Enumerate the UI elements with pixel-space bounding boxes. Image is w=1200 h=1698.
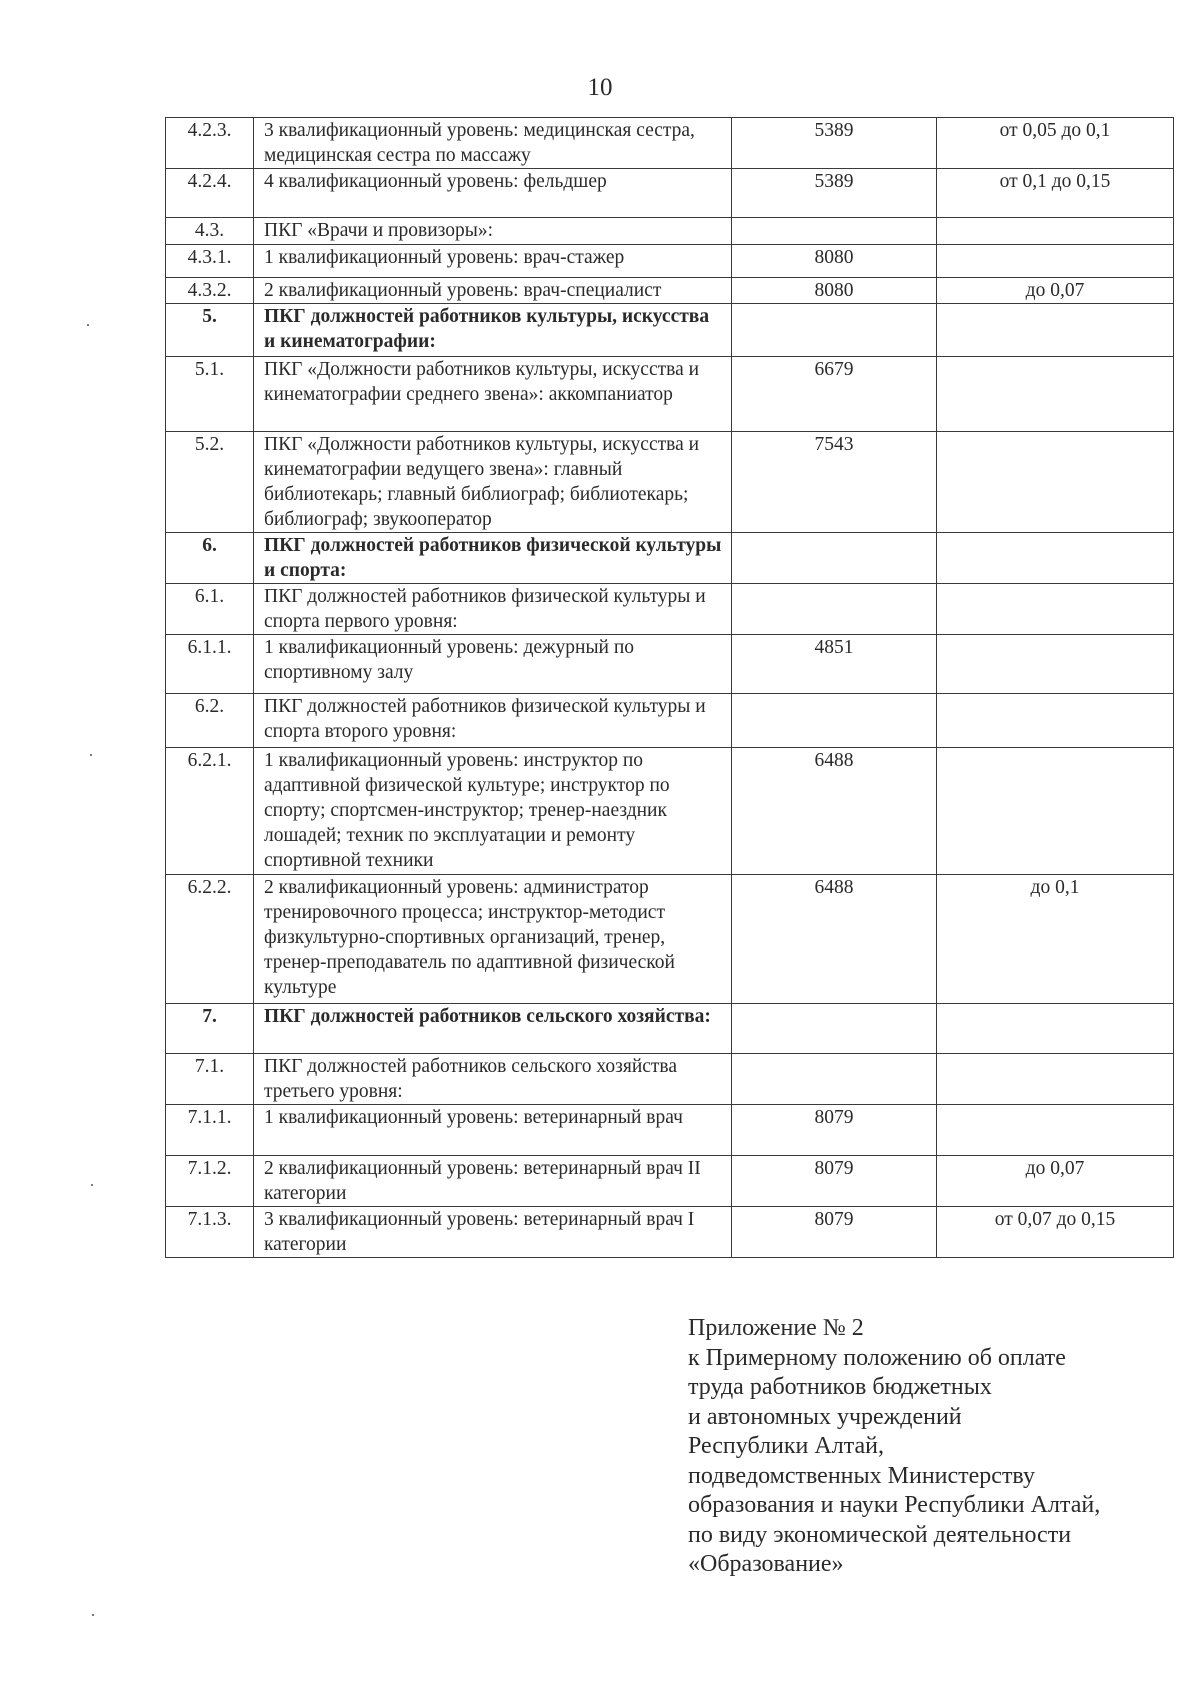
table-cell-base-salary [732,694,937,748]
coefficient-text: от 0,07 до 0,15 [994,1209,1116,1230]
table-cell-position-name [254,432,732,533]
table-cell-coefficient [937,584,1174,635]
position-name-text: ПКГ «Должности работников культуры, искусства и кинематографии среднего звена»: аккомпаниатор [264,359,700,405]
table-cell-base-salary [732,584,937,635]
table-cell-row-number [166,118,254,169]
table-cell-coefficient [937,169,1174,218]
row-number-text: 4.2.3. [187,120,232,141]
row-number-text: 6.2. [194,696,225,717]
table-cell-coefficient [937,875,1174,1004]
row-number-text: 7.1.2. [187,1158,232,1179]
row-number-text: 4.3.1. [187,247,232,268]
table-cell-row-number [166,694,254,748]
appendix-note [688,1314,1168,1580]
appendix-line: Республики Алтай, [688,1433,884,1459]
table-cell-row-number [166,584,254,635]
table-row [166,357,1174,432]
position-name-text: 2 квалификационный уровень: врач-специалист [264,280,662,301]
table-cell-row-number [166,432,254,533]
row-number-text: 7.1.3. [187,1209,232,1230]
table-cell-position-name [254,245,732,278]
row-number-text: 5.2. [194,434,225,455]
table-cell-base-salary [732,875,937,1004]
scan-speck [90,754,92,756]
row-number-text: 6. [202,535,217,556]
appendix-line: образования и науки Республики Алтай, [688,1492,1101,1518]
table-row [166,218,1174,245]
position-name-text: 2 квалификационный уровень: администратор тренировочного процесса; инструктор-методист физкультурно-спортивных организаций, тренер, тренер-преподаватель по адаптивной физической культуре [264,877,675,998]
appendix-line: и автономных учреждений [688,1403,962,1430]
table-cell-coefficient [937,432,1174,533]
base-salary-text: 8079 [814,1209,854,1230]
table-cell-coefficient [937,245,1174,278]
scan-speck [92,1614,94,1616]
table-cell-position-name [254,1054,732,1105]
table-cell-position-name [254,1207,732,1258]
table-cell-coefficient [937,218,1174,245]
base-salary-text: 8080 [814,247,854,268]
table-cell-base-salary [732,635,937,694]
coefficient-text: от 0,1 до 0,15 [999,171,1111,192]
appendix-line: Приложение № 2 [688,1315,864,1341]
row-number-text: 6.2.1. [187,750,232,771]
table-cell-base-salary [732,1054,937,1105]
table-cell-coefficient [937,1156,1174,1207]
position-name-text: 1 квалификационный уровень: ветеринарный врач [264,1107,683,1128]
coefficient-text: до 0,1 [1030,877,1080,898]
salary-table [165,117,1174,1258]
table-cell-position-name [254,118,732,169]
table-cell-base-salary [732,533,937,584]
table-cell-position-name [254,1156,732,1207]
row-number-text: 4.3. [194,220,225,241]
table-row [166,584,1174,635]
table-cell-row-number [166,635,254,694]
appendix-line: подведомственных Министерству [688,1462,1035,1489]
base-salary-text: 5389 [814,120,854,141]
position-name-text: ПКГ должностей работников физической культуры и спорта второго уровня: [264,696,706,742]
table-cell-coefficient [937,694,1174,748]
position-name-text: 1 квалификационный уровень: инструктор по адаптивной физической культуре; инструктор по спорту; спортсмен-инструктор; тренер-наездник лошадей; техник по эксплуатации и ремонту спортивной техники [264,750,670,871]
table-row [166,432,1174,533]
table-cell-row-number [166,1054,254,1105]
table-row [166,875,1174,1004]
base-salary-text: 6488 [814,877,854,898]
table-row [166,278,1174,304]
position-name-text: ПКГ «Врачи и провизоры»: [264,220,493,241]
table-cell-row-number [166,218,254,245]
table-cell-row-number [166,1156,254,1207]
table-cell-position-name [254,635,732,694]
table-row [166,748,1174,875]
table-cell-row-number [166,278,254,304]
table-cell-position-name [254,357,732,432]
table-cell-position-name [254,533,732,584]
table-cell-base-salary [732,118,937,169]
table-cell-coefficient [937,748,1174,875]
appendix-line: по виду экономической деятельности [688,1521,1072,1548]
scan-speck [91,1184,93,1186]
appendix-line: к Примерному положению об оплате [688,1344,1066,1371]
table-cell-base-salary [732,304,937,357]
scan-speck [87,324,89,326]
table-cell-row-number [166,357,254,432]
table-cell-base-salary [732,169,937,218]
table-row [166,118,1174,169]
table-cell-base-salary [732,1004,937,1054]
position-name-text: ПКГ должностей работников физической культуры и спорта: [264,535,722,581]
table-cell-row-number [166,169,254,218]
table-cell-coefficient [937,278,1174,304]
table-cell-base-salary [732,432,937,533]
coefficient-text: от 0,05 до 0,1 [999,120,1111,141]
table-cell-position-name [254,1004,732,1054]
table-cell-row-number [166,1004,254,1054]
position-name-text: ПКГ должностей работников сельского хозяйства: [264,1006,711,1027]
coefficient-text: до 0,07 [1025,280,1085,301]
position-name-text: ПКГ «Должности работников культуры, искусства и кинематографии ведущего звена»: главный библиотекарь; главный библиограф; библиотекарь; библиограф; звукооператор [264,434,700,530]
position-name-text: 1 квалификационный уровень: дежурный по спортивному залу [264,637,635,683]
position-name-text: 3 квалификационный уровень: ветеринарный врач I категории [264,1209,695,1255]
table-cell-position-name [254,694,732,748]
row-number-text: 7.1.1. [187,1107,232,1128]
table-cell-position-name [254,304,732,357]
table-cell-position-name [254,169,732,218]
table-row [166,169,1174,218]
table-row [166,1004,1174,1054]
table-cell-coefficient [937,1207,1174,1258]
row-number-text: 6.2.2. [187,877,232,898]
position-name-text: 3 квалификационный уровень: медицинская сестра, медицинская сестра по массажу [264,120,695,166]
table-row [166,1105,1174,1156]
table-cell-base-salary [732,1105,937,1156]
row-number-text: 7.1. [194,1056,225,1077]
salary-table-body [166,118,1174,1258]
base-salary-text: 6679 [814,359,854,380]
table-cell-row-number [166,1207,254,1258]
base-salary-text: 5389 [814,171,854,192]
table-row [166,245,1174,278]
base-salary-text: 7543 [814,434,854,455]
row-number-text: 7. [202,1006,217,1027]
table-row [166,1156,1174,1207]
table-cell-position-name [254,218,732,245]
table-row [166,533,1174,584]
row-number-text: 5. [202,306,217,327]
page-number: 10 [587,74,613,101]
position-name-text: 2 квалификационный уровень: ветеринарный врач II категории [264,1158,701,1204]
table-row [166,635,1174,694]
table-row [166,1207,1174,1258]
table-cell-row-number [166,533,254,584]
table-cell-coefficient [937,533,1174,584]
table-cell-base-salary [732,357,937,432]
appendix-line: «Образование» [688,1551,844,1577]
table-cell-base-salary [732,245,937,278]
table-cell-row-number [166,875,254,1004]
table-cell-row-number [166,304,254,357]
base-salary-text: 8079 [814,1107,854,1128]
position-name-text: 4 квалификационный уровень: фельдшер [264,171,607,192]
table-row [166,694,1174,748]
table-cell-row-number [166,245,254,278]
table-cell-position-name [254,1105,732,1156]
row-number-text: 5.1. [194,359,225,380]
table-row [166,304,1174,357]
table-cell-coefficient [937,118,1174,169]
table-cell-base-salary [732,748,937,875]
table-row [166,1054,1174,1105]
table-cell-position-name [254,584,732,635]
table-cell-base-salary [732,278,937,304]
table-cell-coefficient [937,1004,1174,1054]
position-name-text: ПКГ должностей работников сельского хозяйства третьего уровня: [264,1056,678,1102]
table-cell-coefficient [937,1054,1174,1105]
table-cell-position-name [254,278,732,304]
table-cell-base-salary [732,1156,937,1207]
position-name-text: 1 квалификационный уровень: врач-стажер [264,247,625,268]
table-cell-position-name [254,748,732,875]
base-salary-text: 8080 [814,280,854,301]
table-cell-position-name [254,875,732,1004]
row-number-text: 6.1.1. [187,637,232,658]
base-salary-text: 8079 [814,1158,854,1179]
table-cell-coefficient [937,357,1174,432]
coefficient-text: до 0,07 [1025,1158,1085,1179]
table-cell-row-number [166,1105,254,1156]
table-cell-base-salary [732,218,937,245]
row-number-text: 6.1. [194,586,225,607]
base-salary-text: 4851 [814,637,854,658]
appendix-line: труда работников бюджетных [688,1374,992,1400]
row-number-text: 4.3.2. [187,280,232,301]
position-name-text: ПКГ должностей работников физической культуры и спорта первого уровня: [264,586,706,632]
table-cell-row-number [166,748,254,875]
base-salary-text: 6488 [814,750,854,771]
table-cell-base-salary [732,1207,937,1258]
table-cell-coefficient [937,304,1174,357]
table-cell-coefficient [937,1105,1174,1156]
position-name-text: ПКГ должностей работников культуры, искусства и кинематографии: [264,306,710,352]
table-cell-coefficient [937,635,1174,694]
row-number-text: 4.2.4. [187,171,232,192]
